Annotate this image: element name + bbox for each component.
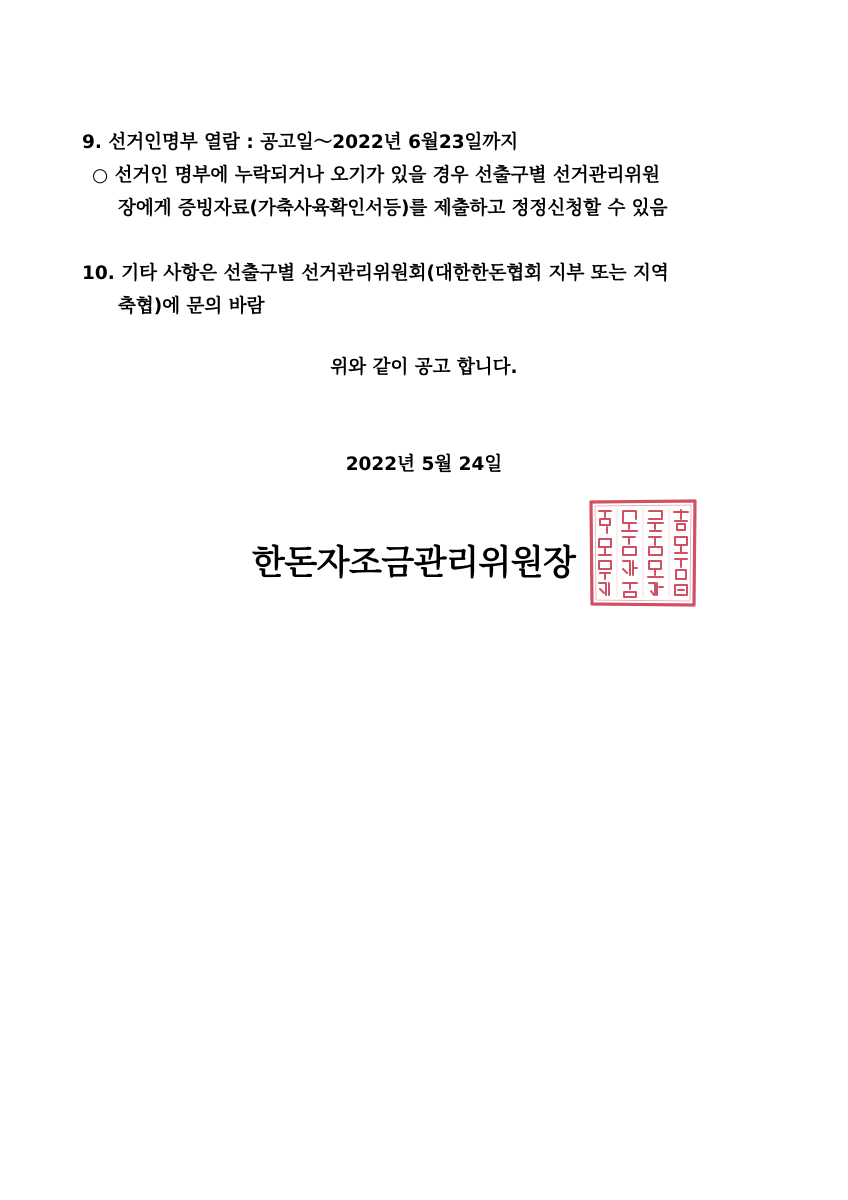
official-seal-stamp	[587, 497, 699, 609]
notice-date: 2022년 5월 24일	[345, 454, 503, 475]
closing-statement: 위와 같이 공고 합니다.	[330, 357, 518, 378]
notice-item-9-bullet-continued: 장에게 증빙자료(가축사육확인서등)를 제출하고 정정신청할 수 있음	[118, 198, 668, 219]
signature-title: 한돈자조금관리위원장	[252, 543, 576, 583]
notice-item-9-bullet: ○ 선거인 명부에 누락되거나 오기가 있을 경우 선출구별 선거관리위원	[92, 165, 661, 186]
notice-item-10-continued: 축협)에 문의 바람	[118, 296, 265, 317]
notice-item-10: 10. 기타 사항은 선출구별 선거관리위원회(대한한돈협회 지부 또는 지역	[82, 263, 669, 284]
notice-item-9: 9. 선거인명부 열람 : 공고일～2022년 6월23일까지	[82, 132, 519, 153]
